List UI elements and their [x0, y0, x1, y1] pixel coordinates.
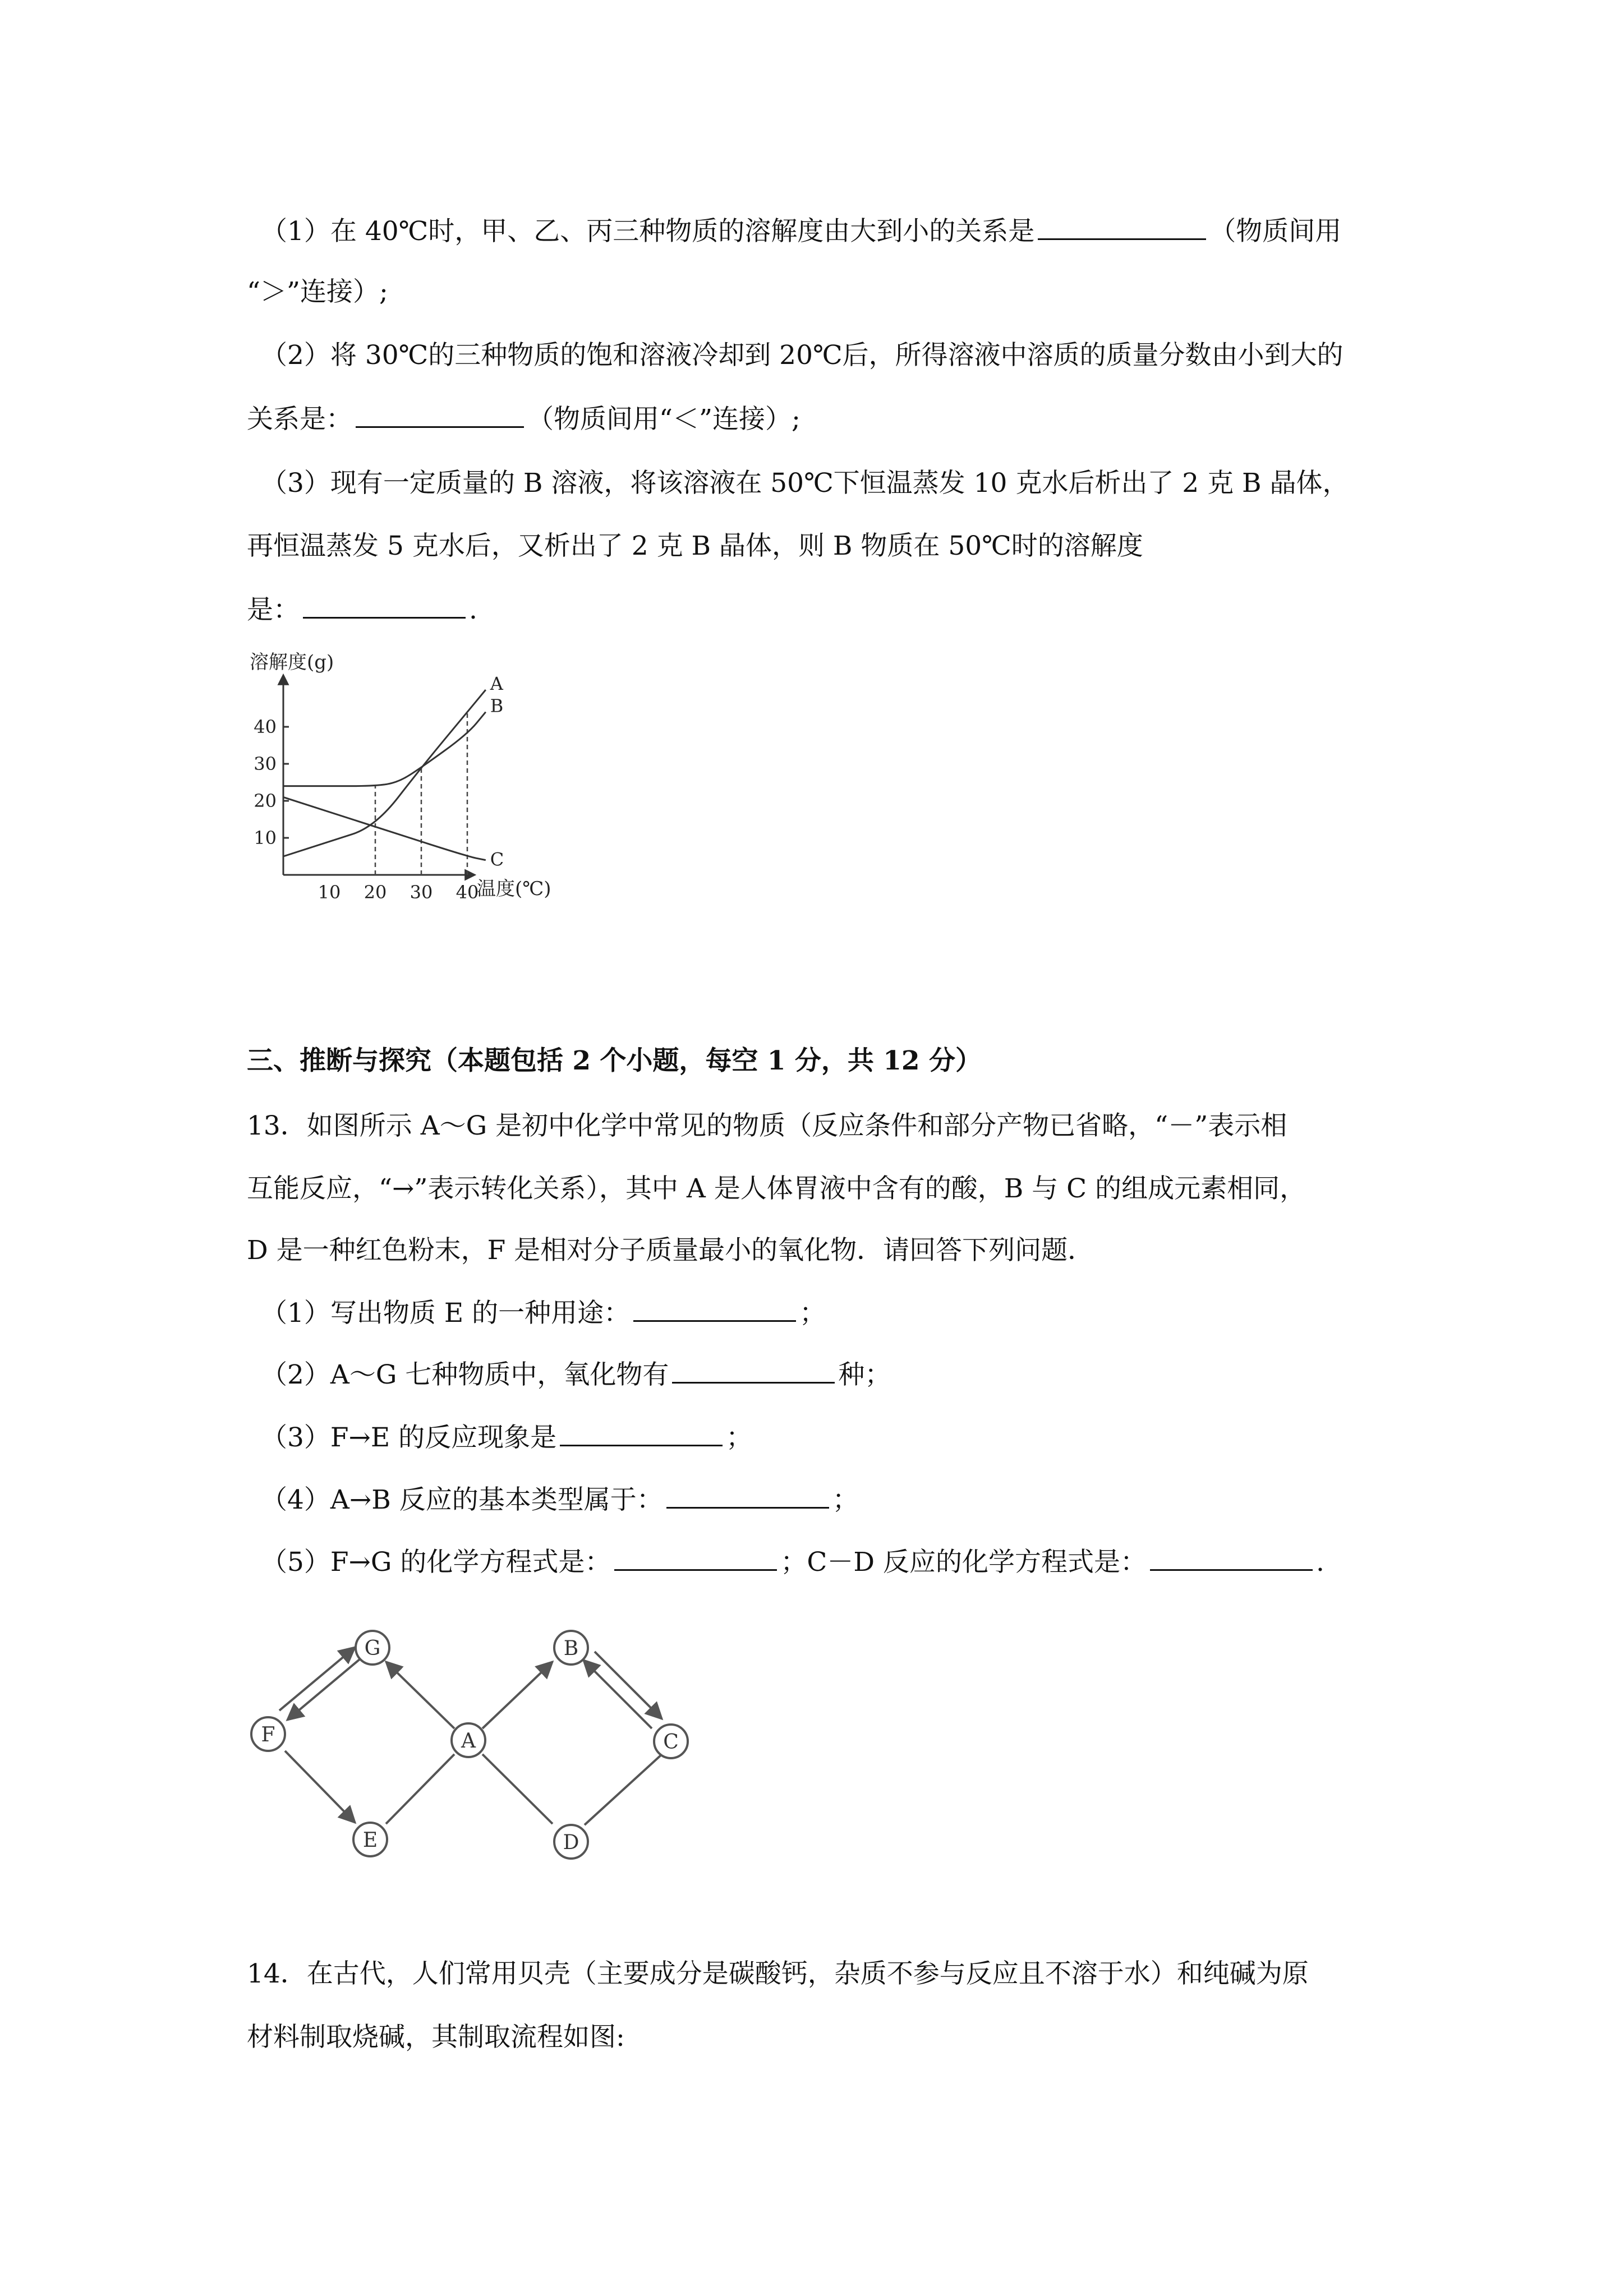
curve-label-b: B — [490, 695, 504, 717]
node-d — [554, 1825, 588, 1859]
arrow-a-to-b — [482, 1662, 553, 1728]
line-c-d — [585, 1754, 662, 1825]
y-axis-label: 溶解度(g) — [250, 651, 334, 674]
answer-blank[interactable] — [356, 404, 524, 428]
x-tick-label: 30 — [410, 882, 433, 903]
answer-blank[interactable] — [560, 1422, 723, 1446]
q14-line1: 14．在古代，人们常用贝壳（主要成分是碳酸钙，杂质不参与反应且不溶于水）和纯碱为原 — [247, 1958, 1309, 1989]
svg-text:G: G — [364, 1637, 381, 1660]
arrow-c-to-b — [583, 1660, 652, 1728]
arrow-b-to-c — [595, 1652, 662, 1719]
x-tick-label: 40 — [456, 882, 479, 903]
answer-blank[interactable] — [1038, 216, 1206, 240]
arrow-a-to-g — [386, 1662, 454, 1728]
svg-text:A: A — [461, 1730, 476, 1753]
q12-part3-line3: 是： . — [247, 594, 477, 625]
arrow-f-to-g — [279, 1647, 355, 1711]
answer-blank[interactable] — [672, 1359, 835, 1384]
q13-line3: D 是一种红色粉末，F 是相对分子质量最小的氧化物．请回答下列问题． — [247, 1235, 1094, 1266]
line-a-e — [386, 1754, 454, 1824]
arrow-f-to-e — [285, 1751, 355, 1823]
curve-label-c: C — [490, 849, 504, 870]
curve-b — [283, 712, 486, 786]
svg-text:F: F — [261, 1723, 275, 1746]
answer-blank[interactable] — [633, 1298, 796, 1322]
node-g — [356, 1631, 389, 1665]
q13-sub1: （1）写出物质 E 的一种用途： ； — [261, 1298, 826, 1329]
q12-part3-line1: （3）现有一定质量的 B 溶液，将该溶液在 50℃下恒温蒸发 10 克水后析出了 2 克 B 晶体， — [261, 468, 1349, 499]
curve-label-a: A — [490, 673, 503, 694]
x-tick-label: 20 — [364, 882, 387, 903]
y-tick-label: 10 — [254, 827, 277, 849]
q13-sub3: （3）F→E 的反应现象是 ； — [261, 1422, 753, 1453]
svg-text:D: D — [563, 1831, 579, 1854]
chart-plot — [254, 673, 504, 903]
q12-part2-line1: （2）将 30℃的三种物质的饱和溶液冷却到 20℃后，所得溶液中溶质的质量分数由小到大的 — [261, 340, 1344, 371]
node-f — [251, 1717, 285, 1751]
curve-c — [283, 797, 486, 860]
svg-text:C: C — [663, 1731, 679, 1754]
q12-part1-line2: “＞”连接）; — [247, 276, 388, 307]
svg-text:B: B — [563, 1637, 579, 1660]
node-e — [353, 1823, 387, 1856]
x-tick-label: 10 — [318, 882, 341, 903]
node-b — [554, 1631, 588, 1665]
x-axis-label: 温度(℃) — [477, 878, 551, 900]
section-3-title: 三、推断与探究（本题包括 2 个小题，每空 1 分，共 12 分） — [247, 1045, 982, 1076]
line-a-d — [482, 1754, 553, 1824]
curve-a — [283, 690, 486, 856]
q12-part1-line1: （1）在 40℃时，甲、乙、丙三种物质的溶解度由大到小的关系是 （物质间用 — [261, 216, 1342, 247]
y-tick-label: 40 — [254, 716, 277, 737]
q13-sub4: （4）A→B 反应的基本类型属于： ； — [261, 1484, 859, 1515]
q14-line2: 材料制取烧碱，其制取流程如图: — [247, 2022, 625, 2053]
q13-sub5: （5）F→G 的化学方程式是： ；C－D 反应的化学方程式是： . — [261, 1547, 1324, 1578]
solubility-chart — [241, 645, 589, 909]
y-tick-label: 30 — [254, 753, 277, 774]
answer-blank[interactable] — [303, 594, 466, 619]
y-tick-label: 20 — [254, 790, 277, 812]
answer-blank[interactable] — [666, 1484, 829, 1509]
node-c — [654, 1725, 688, 1758]
answer-blank[interactable] — [614, 1547, 777, 1571]
q12-part2-line2: 关系是： （物质间用“＜”连接）; — [247, 404, 801, 435]
arrow-g-to-f — [287, 1659, 360, 1720]
answer-blank[interactable] — [1150, 1547, 1313, 1571]
substance-relationship-diagram — [236, 1604, 707, 1896]
q13-sub2: （2）A～G 七种物质中，氧化物有 种； — [261, 1359, 891, 1390]
q12-part3-line2: 再恒温蒸发 5 克水后，又析出了 2 克 B 晶体，则 B 物质在 50℃时的溶解度 — [247, 531, 1143, 561]
q13-line2: 互能反应，“→”表示转化关系），其中 A 是人体胃液中含有的酸，B 与 C 的组成元素相同， — [247, 1173, 1306, 1204]
q13-line1: 13．如图所示 A～G 是初中化学中常见的物质（反应条件和部分产物已省略，“－”表示相 — [247, 1110, 1287, 1141]
svg-text:E: E — [362, 1829, 378, 1852]
node-a — [452, 1723, 485, 1757]
